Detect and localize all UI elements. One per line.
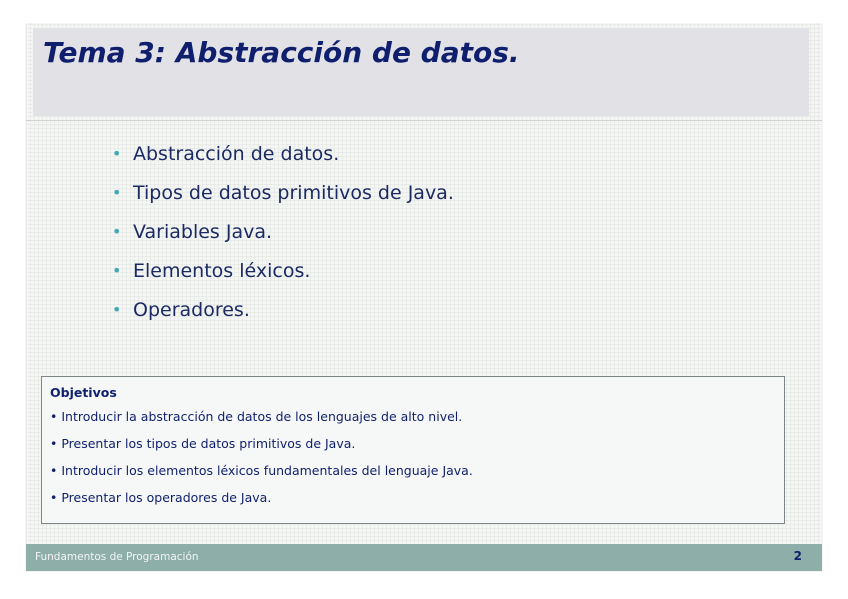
objectives-list: [50, 408, 776, 516]
topic-text: Abstracción de datos.: [133, 142, 340, 165]
bullet-icon: •: [112, 261, 122, 280]
topic-item: [112, 173, 454, 212]
title-band: [33, 28, 809, 116]
topic-item: [112, 134, 454, 173]
objectives-title: Objetivos: [50, 385, 117, 400]
objective-item: • Introducir los elementos léxicos fundamentales del lenguaje Java.: [50, 463, 473, 478]
topic-text: Tipos de datos primitivos de Java.: [133, 181, 454, 204]
bullet-icon: •: [112, 144, 122, 163]
bullet-icon: •: [112, 222, 122, 241]
topic-item: [112, 290, 454, 329]
topic-item: [112, 212, 454, 251]
topic-text: Operadores.: [133, 298, 250, 321]
slide-title: Tema 3: Abstracción de datos.: [43, 36, 520, 69]
topic-text: Variables Java.: [133, 220, 273, 243]
topic-text: Elementos léxicos.: [133, 259, 311, 282]
objectives-box: [41, 376, 785, 524]
topic-list: [112, 134, 454, 329]
objective-item: • Presentar los tipos de datos primitivos de Java.: [50, 436, 356, 451]
topic-item: [112, 251, 454, 290]
bullet-icon: •: [112, 183, 122, 202]
footer-course-name: Fundamentos de Programación: [35, 551, 199, 563]
objective-item: • Presentar los operadores de Java.: [50, 490, 272, 505]
page-number: 2: [793, 549, 802, 563]
slide: [26, 24, 822, 571]
title-divider: [26, 120, 822, 121]
footer-bar: [26, 544, 822, 571]
objective-item: • Introducir la abstracción de datos de los lenguajes de alto nivel.: [50, 409, 463, 424]
bullet-icon: •: [112, 300, 122, 319]
